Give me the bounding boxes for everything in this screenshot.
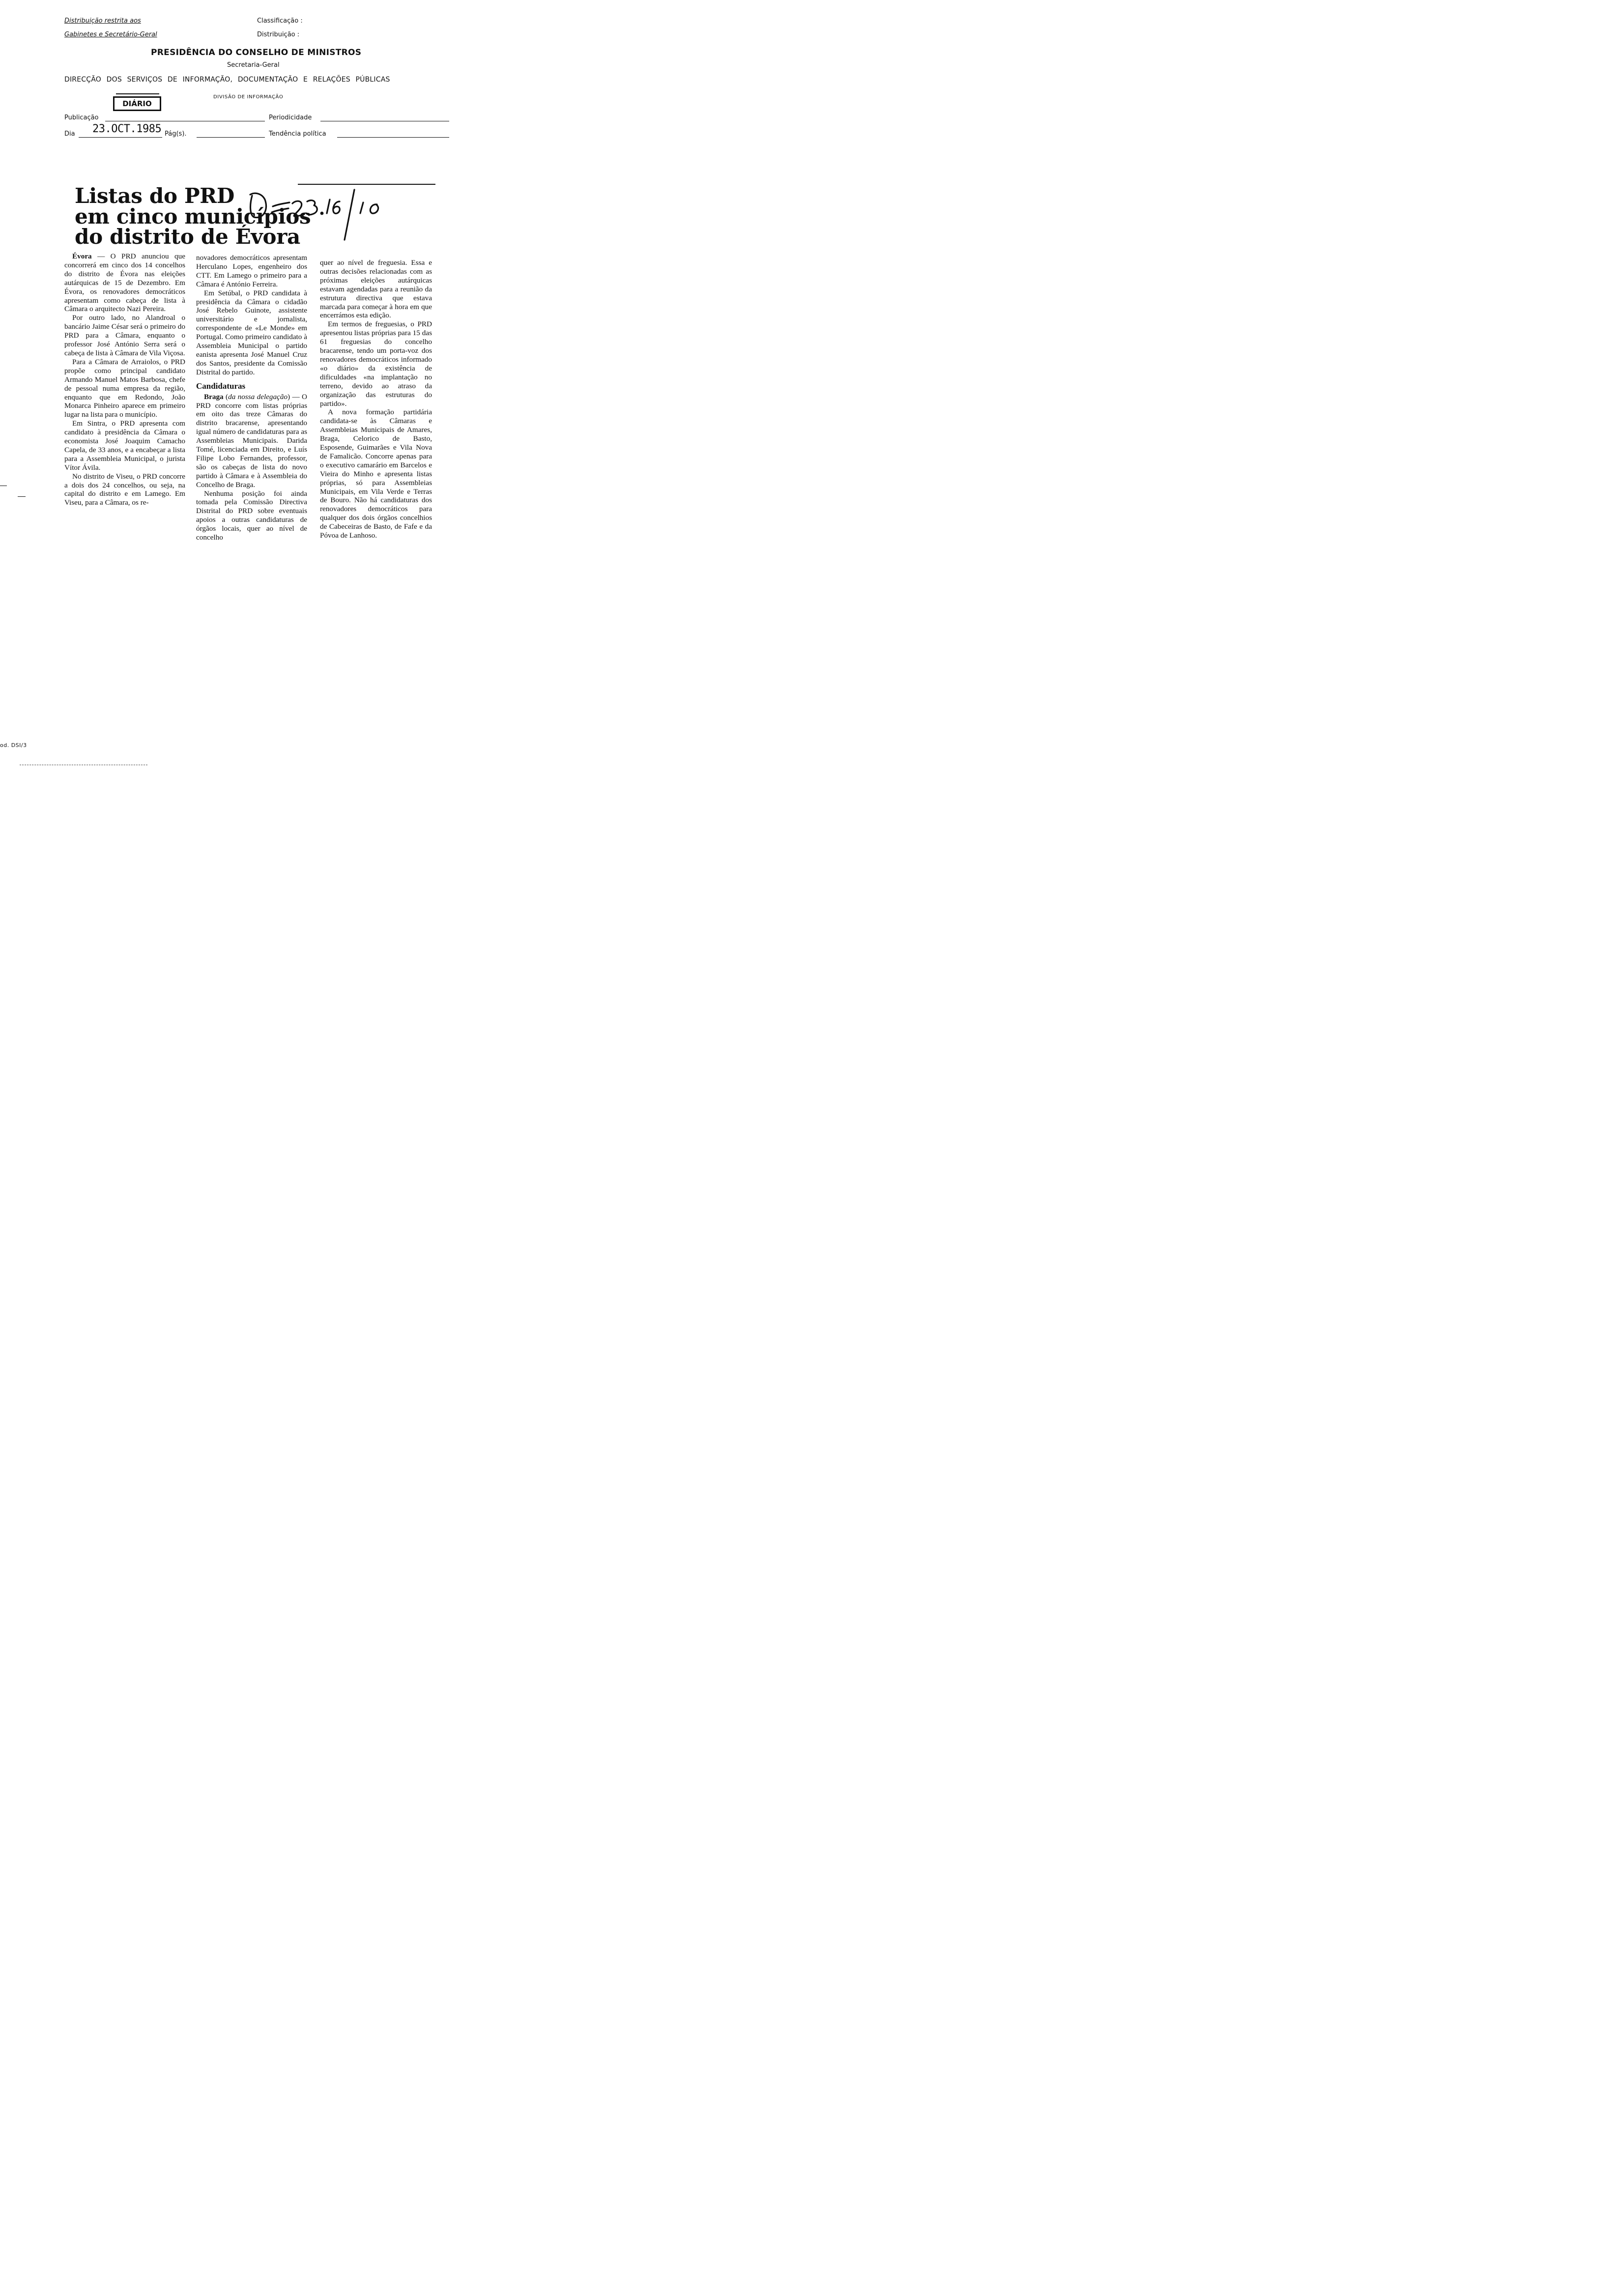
publication-stamp-text: DIÁRIO xyxy=(122,99,152,108)
dia-label: Dia xyxy=(64,130,75,138)
article-column-3: quer ao nível de freguesia. Essa e outras decisões relacionadas com as próximas eleições autárquicas estavam agendadas para a reunião da estrutura directiva que estava marcada para começar à hora em que encerrámos esta edição. Em termos de freguesias, o PRD apresentou listas próprias para 15 das 61 freguesias do concelho bracarense, tendo um porta-voz dos renovadores democráticos informado «o diário» da existência de dificuldades «na implantação no terreno, devido ao atraso da organização das estruturas do partido». A nova formação partidária candidata-se às Câmaras e Assembleias Municipais de Amares, Braga, Celorico de Basto, Esposende, Guimarães e Vila Nova de Famalicão. Concorre apenas para o executivo camarário em Barcelos e Vieira do Minho e apresenta listas próprias, só para Assembleias Municipais, em Vila Verde e Terras de Bouro. Não há candidaturas dos renovadores democráticos para qualquer dos dois órgãos concelhios de Cabeceiras de Basto, de Fafe e da Póvoa de Lanhoso. xyxy=(320,258,432,540)
clipping-top-rule xyxy=(298,184,435,185)
divisao-informacao: DIVISÃO DE INFORMAÇÃO xyxy=(213,94,284,100)
publicacao-label: Publicação xyxy=(64,114,99,121)
article-subheading: Candidaturas xyxy=(196,381,246,391)
presidencia-title: PRESIDÊNCIA DO CONSELHO DE MINISTROS xyxy=(151,48,362,57)
article-column-1: Évora — O PRD anunciou que concorrerá em cinco dos 14 concelhos do distrito de Évora nas eleições autárquicas de 15 de Dezembro. Em Évora, os renovadores democráticos apresentam como cabeça de lista à Câmara o arquitecto Nazi Pereira. Por outro lado, no Alandroal o bancário Jaime César será o primeiro do PRD para a Câmara, enquanto o professor José António Serra será o cabeça de lista à Câmara de Vila Viçosa. Para a Câmara de Arraiolos, o PRD propõe como principal candidato Armando Manuel Matos Barbosa, chefe de pessoal numa empresa da região, enquanto que em Redondo, João Monarca Pinheiro aparece em primeiro lugar na lista para o município. Em Sintra, o PRD apresenta com candidato à presidência da Câmara o economista José Joaquim Camacho Capela, de 33 anos, e a encabeçar a lista para a Assembleia Municipal, o jurista Vítor Ávila. No distrito de Viseu, o PRD concorre a dois dos 24 concelhos, ou seja, na capital do distrito e em Lamego. Em Viseu, para a Câmara, os re- xyxy=(64,252,185,507)
headline-line-2: em cinco municípios xyxy=(75,204,311,229)
dia-stamped-date: 23.OCT.1985 xyxy=(92,123,162,135)
direccao-servicos: DIRECÇÃO DOS SERVIÇOS DE INFORMAÇÃO, DOCUMENTAÇÃO E RELAÇÕES PÚBLICAS xyxy=(64,76,390,84)
tendencia-field-line xyxy=(337,137,449,138)
restricted-distribution-line2: Gabinetes e Secretário-Geral xyxy=(64,31,157,38)
classificacao-label: Classificação : xyxy=(257,17,303,25)
pags-label: Pág(s). xyxy=(165,130,187,138)
pags-field-line xyxy=(197,137,265,138)
article-column-2: novadores democráticos apresentam Herculano Lopes, engenheiro dos CTT. Em Lamego o primeiro para a Câmara é António Ferreira. Em Setúbal, o PRD candidata à presidência da Câmara o cidadão José Rebelo Guinote, assistente universitário e jornalista, correspondente de «Le Monde» em Portugal. Como primeiro candidato à Assembleia Municipal o partido eanista apresenta José Manuel Cruz dos Santos, presidente da Comissão Distrital do partido. Candidaturas Braga (da nossa delegação) — O PRD concorre com listas próprias em oito das treze Câmaras do distrito bracarense, apresentando igual número de candidaturas para as Assembleias Municipais. Darida Tomé, licenciada em Direito, e Luís Filipe Lobo Fernandes, professor, são os cabeças de lista do novo partido à Câmara e à Assembleia do Concelho de Braga. Nenhuma posição foi ainda tomada pela Comissão Directiva Distrital do PRD sobre eventuais apoios a outras candidaturas de órgãos locais, quer ao nível de concelho xyxy=(196,254,308,542)
restricted-distribution-line1: Distribuição restrita aos xyxy=(64,17,141,25)
scan-artifact-left-mark-2 xyxy=(18,496,26,497)
form-code: od. DSI/3 xyxy=(0,742,27,748)
publication-stamp xyxy=(113,96,161,111)
tendencia-label: Tendência política xyxy=(269,130,326,138)
handwritten-annotation xyxy=(243,187,391,241)
distribuicao-label: Distribuição : xyxy=(257,31,300,38)
headline-line-1: Listas do PRD xyxy=(75,184,235,208)
headline-line-3: do distrito de Évora xyxy=(75,225,300,249)
periodicidade-label: Periodicidade xyxy=(269,114,312,121)
stamp-top-edge xyxy=(116,93,159,95)
dia-field-line xyxy=(79,137,162,138)
secretaria-geral: Secretaria-Geral xyxy=(227,61,280,69)
